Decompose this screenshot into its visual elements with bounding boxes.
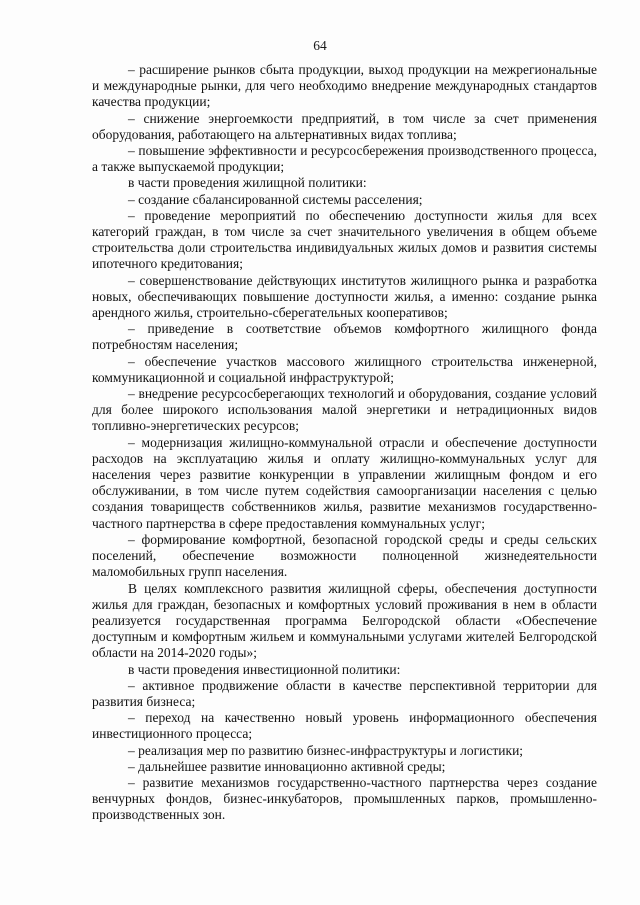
paragraph: в части проведения инвестиционной политики:	[128, 661, 401, 677]
paragraph: – расширение рынков сбыта продукции, выход продукции на межрегиональные и международные рынки, для чего необходимо внедрение международных стандартов качества продукции;	[92, 62, 597, 110]
paragraph: – реализация мер по развитию бизнес-инфраструктуры и логистики;	[128, 742, 524, 758]
page-number: 64	[313, 38, 327, 53]
paragraph: – активное продвижение области в качестве перспективной территории для развития бизнеса;	[92, 677, 597, 709]
paragraph: – дальнейшее развитие инновационно активной среды;	[128, 758, 446, 774]
paragraph: – снижение энергоемкости предприятий, в том числе за счет применения оборудования, работающего на альтернативных видах топлива;	[92, 110, 597, 142]
paragraph: – внедрение ресурсосберегающих технологий и оборудования, создание условий для более широкого использования малой энергетики и нетрадиционных видов топливно-энергетических ресурсов;	[92, 386, 597, 434]
paragraph: – формирование комфортной, безопасной городской среды и среды сельских поселений, обеспечение возможности полноценной жизнедеятельности маломобильных групп населения.	[92, 531, 597, 580]
paragraph: – модернизация жилищно-коммунальной отрасли и обеспечение доступности расходов на эксплуатацию жилья и оплату жилищно-коммунальных услуг для населения через развитие конкуренции в управлении жилищным фондом и его обслуживании, в том числе путем содействия самоорганизации населения с целью создания товариществ собственников жилья, развитие механизмов государственно-частного партнерства в сфере предоставления коммунальных услуг;	[92, 434, 597, 531]
paragraph: – приведение в соответствие объемов комфортного жилищного фонда потребностям населения;	[92, 321, 597, 353]
paragraph: – обеспечение участков массового жилищного строительства инженерной, коммуникационной и социальной инфраструктурой;	[92, 353, 597, 385]
paragraph: – повышение эффективности и ресурсосбережения производственного процесса, а также выпускаемой продукции;	[92, 143, 597, 175]
paragraph: – развитие механизмов государственно-частного партнерства через создание венчурных фондов, бизнес-инкубаторов, промышленных парков, промышленно-производственных зон.	[92, 774, 597, 823]
paragraph: – совершенствование действующих институтов жилищного рынка и разработка новых, обеспечивающих повышение доступности жилья, а именно: создание рынка арендного жилья, строительно-сберегательных кооперативов;	[92, 272, 597, 321]
paragraph: В целях комплексного развития жилищной сферы, обеспечения доступности жилья для граждан, безопасных и комфортных условий проживания в нем в области реализуется государственная программа Белгородской области «Обеспечение доступным и комфортным жильем и коммунальными услугами жителей Белгородской области на 2014-2020 годы»;	[92, 580, 597, 661]
document-body	[92, 62, 597, 824]
paragraph: – переход на качественно новый уровень информационного обеспечения инвестиционного процесса;	[92, 710, 597, 742]
paragraph: – проведение мероприятий по обеспечению доступности жилья для всех категорий граждан, в том числе за счет значительного увеличения в общем объеме строительства доли строительства индивидуальных жилых домов и развития системы ипотечного кредитования;	[92, 207, 597, 272]
paragraph: в части проведения жилищной политики:	[128, 175, 367, 191]
paragraph: – создание сбалансированной системы расселения;	[128, 191, 423, 207]
